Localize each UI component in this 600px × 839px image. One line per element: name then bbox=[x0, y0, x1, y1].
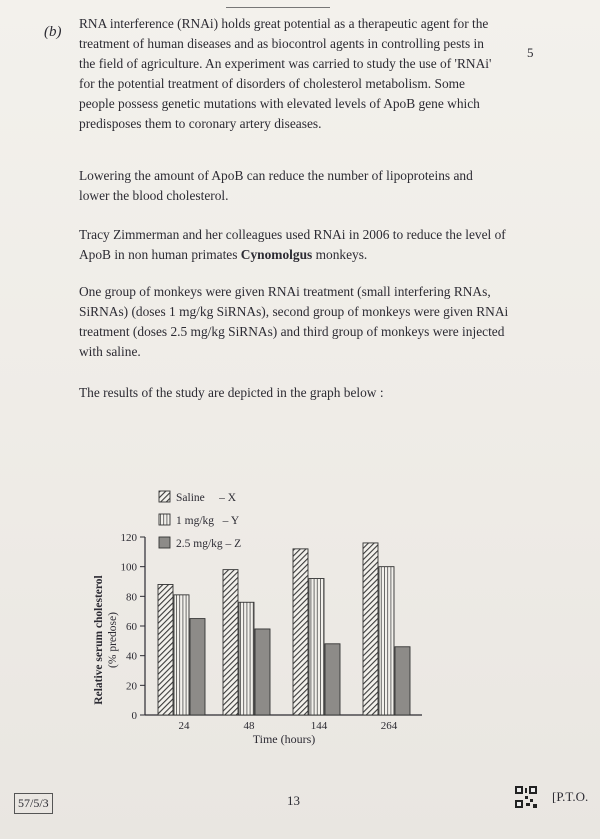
x-tick-label: 264 bbox=[380, 720, 398, 732]
paragraph-results: The results of the study are depicted in the graph below : bbox=[79, 385, 384, 400]
paragraph-zimmerman-text-a: Tracy Zimmerman and her colleagues used RNAi in 2006 to reduce the level of ApoB in non human primates bbox=[79, 227, 506, 262]
bar-x-24 bbox=[158, 584, 173, 715]
top-rule bbox=[226, 7, 330, 8]
bar-z-48 bbox=[255, 629, 270, 715]
legend-swatch bbox=[159, 514, 170, 525]
legend-label: 2.5 mg/kg – Z bbox=[176, 538, 242, 550]
bar-z-24 bbox=[190, 619, 205, 715]
question-label: (b) bbox=[44, 24, 62, 40]
bar-y-144 bbox=[309, 579, 324, 715]
legend-swatch bbox=[159, 537, 170, 548]
y-tick-label: 120 bbox=[120, 532, 137, 544]
page-number: 13 bbox=[287, 793, 300, 808]
paragraph-apob: Lowering the amount of ApoB can reduce the number of lipoproteins and lower the blood cholesterol. bbox=[79, 168, 473, 203]
legend-label: 1 mg/kg – Y bbox=[176, 515, 240, 527]
y-axis-label: Relative serum cholesterol bbox=[93, 575, 105, 705]
bar-y-264 bbox=[379, 567, 394, 715]
bar-y-48 bbox=[239, 602, 254, 715]
x-tick-label: 24 bbox=[178, 720, 190, 732]
bar-z-264 bbox=[395, 647, 410, 715]
legend-label: Saline – X bbox=[176, 492, 237, 504]
cholesterol-bar-chart bbox=[80, 480, 440, 750]
paragraph-zimmerman bbox=[79, 225, 509, 265]
y-tick-label: 20 bbox=[126, 680, 137, 693]
y-tick-label: 40 bbox=[126, 650, 137, 663]
species-name: Cynomolgus bbox=[240, 247, 313, 262]
question-marks: 5 bbox=[527, 45, 534, 60]
chart-bars bbox=[158, 543, 410, 715]
bar-x-144 bbox=[293, 549, 308, 715]
bar-x-264 bbox=[363, 543, 378, 715]
y-tick-label: 80 bbox=[126, 591, 137, 604]
please-turn-over: [P.T.O. bbox=[552, 789, 589, 804]
qr-code-icon bbox=[515, 786, 537, 808]
x-tick-label: 144 bbox=[310, 720, 328, 732]
bar-z-144 bbox=[325, 644, 340, 715]
y-tick-label: 0 bbox=[131, 710, 137, 722]
y-tick-label: 60 bbox=[126, 621, 137, 633]
chart-legend bbox=[159, 491, 241, 550]
paper-code: 57/5/3 bbox=[14, 793, 53, 814]
paragraph-intro: RNA interference (RNAi) holds great potential as a therapeutic agent for the treatment of human diseases and as biocontrol agents in controlling pests in the field of agriculture. An experiment was carried to study the use of 'RNAi' for the potential treatment of disorders of cholesterol metabolism. Some people possess genetic mutations with elevated levels of ApoB gene which predisposes them to coronary artery diseases. bbox=[79, 16, 492, 131]
bar-y-24 bbox=[174, 595, 189, 715]
paragraph-groups: One group of monkeys were given RNAi treatment (small interfering RNAs, SiRNAs) (doses 1 mg/kg SiRNAs), second group of monkeys were given RNAi treatment (doses 2.5 mg/kg SiRNAs) and third group of monkeys were injected with saline. bbox=[79, 284, 509, 359]
y-axis-sublabel: (% predose) bbox=[107, 612, 119, 668]
paragraph-zimmerman-text-b: monkeys. bbox=[312, 247, 368, 262]
y-tick-label: 100 bbox=[120, 561, 137, 574]
x-tick-label: 48 bbox=[243, 720, 255, 732]
legend-swatch bbox=[159, 491, 170, 502]
x-axis-label: Time (hours) bbox=[252, 732, 316, 746]
bar-x-48 bbox=[223, 570, 238, 715]
